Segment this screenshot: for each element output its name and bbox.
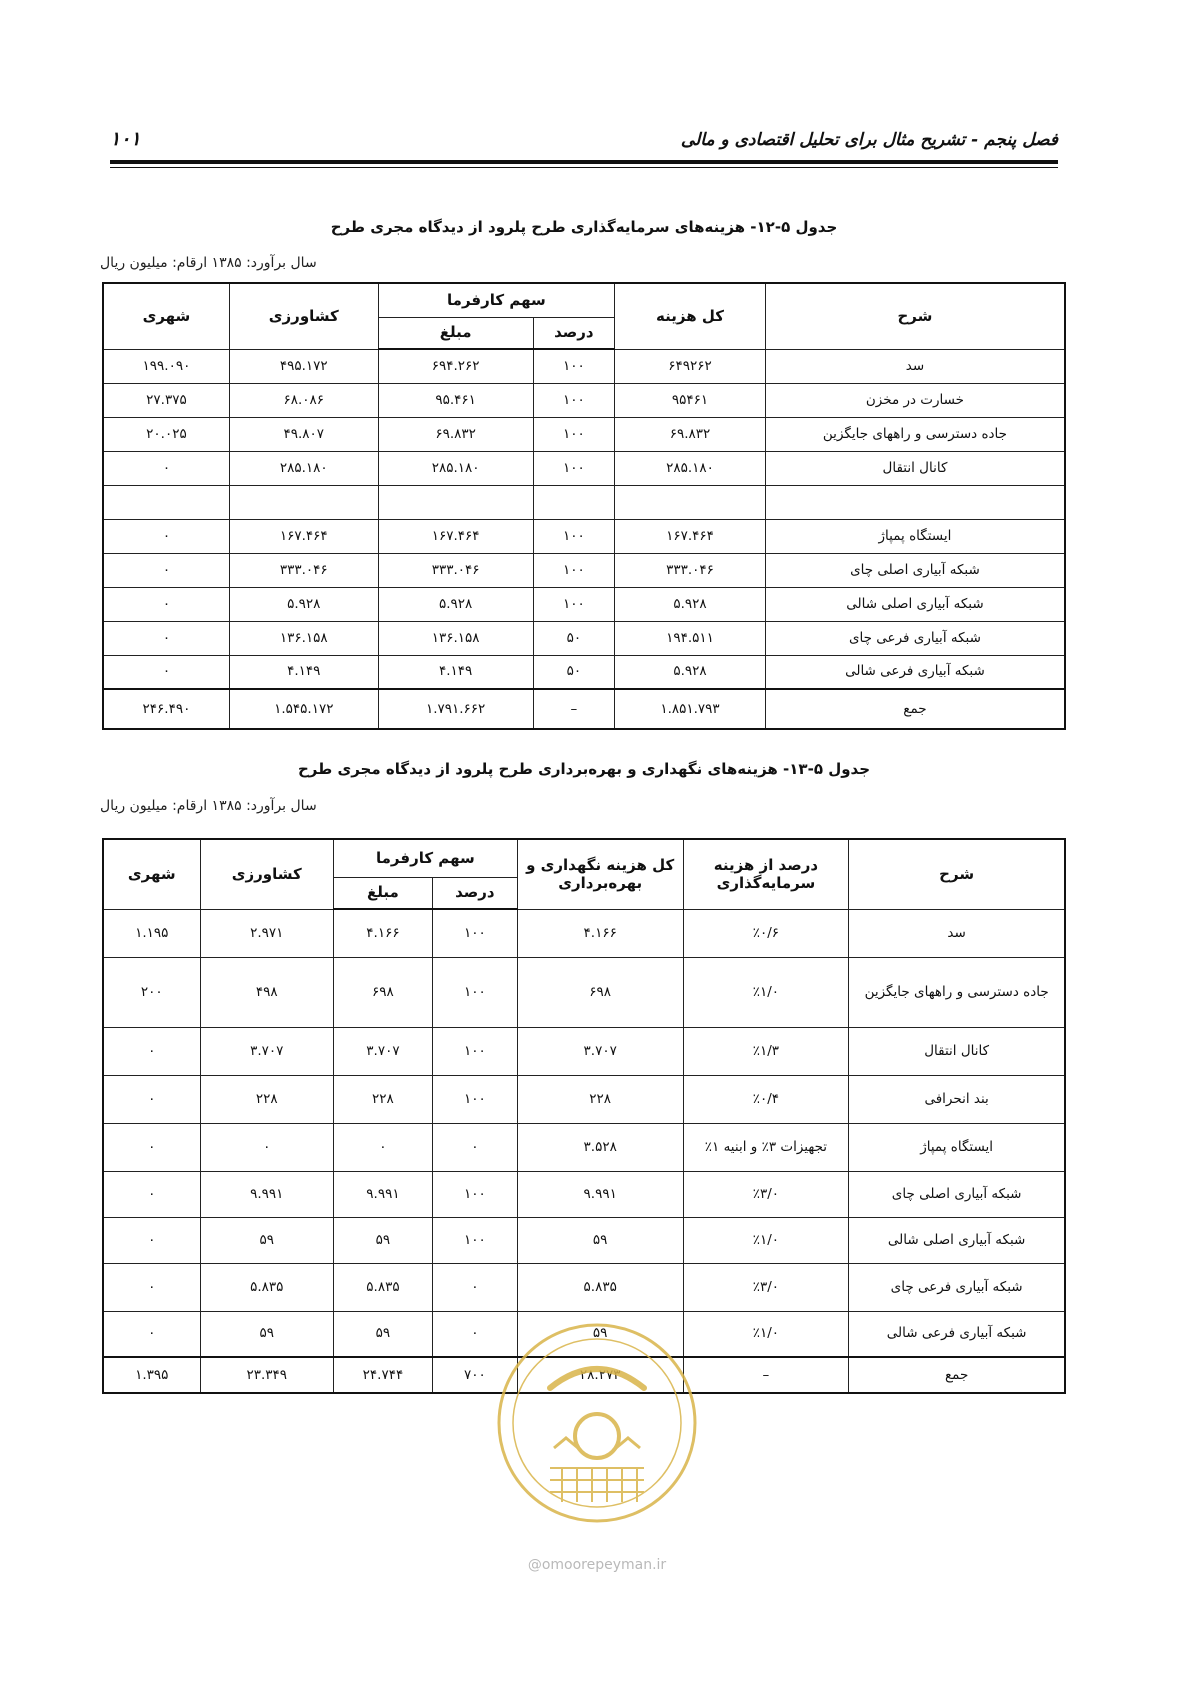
cell-agri: ۵۹: [200, 1217, 333, 1263]
cell-percent: ۱۰۰: [432, 1075, 517, 1123]
col-urban-header: شهری: [103, 839, 200, 909]
cell-desc: بند انحرافی: [849, 1075, 1065, 1123]
col-amount-header: مبلغ: [378, 317, 533, 349]
cell-agri: ۴.۱۴۹: [229, 655, 378, 689]
cell-inv: تجهیزات ۳٪ و ابنیه ۱٪: [683, 1123, 849, 1171]
cell-agri: ۴۹۵.۱۷۲: [229, 349, 378, 383]
cell-desc: [765, 485, 1065, 519]
cell-percent: ۰: [432, 1123, 517, 1171]
cell-urban: ۰: [103, 1075, 200, 1123]
om-total-line2: بهره‌برداری: [558, 874, 643, 893]
table-row: [103, 587, 1065, 621]
col-agriculture-header: کشاورزی: [229, 283, 378, 349]
cell-urban: ۱.۱۹۵: [103, 909, 200, 957]
cell-percent: ۱۰۰: [432, 1171, 517, 1217]
cell-urban: ۲۴۶.۴۹۰: [103, 689, 229, 729]
cell-total: ۳.۵۲۸: [517, 1123, 683, 1171]
cell-desc: کانال انتقال: [765, 451, 1065, 485]
table-row: [103, 349, 1065, 383]
cell-desc: ایستگاه پمپاژ: [765, 519, 1065, 553]
cell-amount: ۶۹۸: [333, 957, 432, 1027]
col-amount-header: مبلغ: [333, 877, 432, 909]
cell-desc: شبکه آبیاری فرعی شالی: [849, 1311, 1065, 1357]
cell-percent: ۰: [432, 1311, 517, 1357]
table-row: [103, 519, 1065, 553]
cell-inv: ٪۳/۰: [683, 1263, 849, 1311]
cell-urban: [103, 485, 229, 519]
cell-urban: ۰: [103, 1263, 200, 1311]
cell-total: ۲۸.۲۷۳: [517, 1357, 683, 1393]
cell-inv: ٪۱/۳: [683, 1027, 849, 1075]
cell-desc: شبکه آبیاری اصلی شالی: [765, 587, 1065, 621]
page-number: ۱۰۱: [110, 128, 141, 150]
table1-units: سال برآورد: ۱۳۸۵ ارقام: میلیون ریال: [100, 255, 317, 271]
col-urban-header: شهری: [103, 283, 229, 349]
cell-urban: ۰: [103, 1123, 200, 1171]
cell-agri: ۱۳۶.۱۵۸: [229, 621, 378, 655]
cell-desc: شبکه آبیاری اصلی چای: [849, 1171, 1065, 1217]
cell-total: ۲۸۵.۱۸۰: [615, 451, 766, 485]
cell-percent: ۱۰۰: [533, 417, 615, 451]
cell-agri: ۴۹۸: [200, 957, 333, 1027]
cell-amount: ۱.۷۹۱.۶۶۲: [378, 689, 533, 729]
cell-amount: ۱۳۶.۱۵۸: [378, 621, 533, 655]
watermark-url: @omoorepeyman.ir: [527, 1557, 667, 1573]
cell-urban: ۲۰۰: [103, 957, 200, 1027]
col-employer-share-header: سهم کارفرما: [333, 839, 517, 877]
col-percent-header: درصد: [432, 877, 517, 909]
cell-percent: ۱۰۰: [432, 1027, 517, 1075]
cell-percent: ۰: [432, 1263, 517, 1311]
cell-agri: ۹.۹۹۱: [200, 1171, 333, 1217]
cell-total: ۹۵۴۶۱: [615, 383, 766, 417]
cell-total: ۹.۹۹۱: [517, 1171, 683, 1217]
table-row: [103, 655, 1065, 689]
cell-percent: ۱۰۰: [533, 349, 615, 383]
cell-desc: شبکه آبیاری فرعی شالی: [765, 655, 1065, 689]
table-row: [103, 553, 1065, 587]
cell-agri: [229, 485, 378, 519]
cell-agri: ۱.۵۴۵.۱۷۲: [229, 689, 378, 729]
cell-amount: ۹۵.۴۶۱: [378, 383, 533, 417]
table-row: [103, 383, 1065, 417]
cell-desc: سد: [765, 349, 1065, 383]
cell-percent: ۱۰۰: [533, 587, 615, 621]
cell-total: ۵۹: [517, 1217, 683, 1263]
cell-urban: ۰: [103, 655, 229, 689]
cell-urban: ۰: [103, 587, 229, 621]
cell-agri: ۲۲۸: [200, 1075, 333, 1123]
cell-agri: ۵.۸۳۵: [200, 1263, 333, 1311]
sum-row: [103, 689, 1065, 729]
cell-percent: ۱۰۰: [533, 383, 615, 417]
col-invest-percent-header: [683, 839, 849, 909]
cell-amount: ۵۹: [333, 1217, 432, 1263]
om-total-line1: کل هزینه نگهداری و: [526, 855, 675, 874]
col-agriculture-header: کشاورزی: [200, 839, 333, 909]
cell-amount: [378, 485, 533, 519]
table-row: [103, 1263, 1065, 1311]
cell-urban: ۲۷.۳۷۵: [103, 383, 229, 417]
cell-amount: ۹.۹۹۱: [333, 1171, 432, 1217]
cell-total: ۱۹۴.۵۱۱: [615, 621, 766, 655]
cell-percent: –: [533, 689, 615, 729]
cell-desc: سد: [849, 909, 1065, 957]
cell-amount: ۲۸۵.۱۸۰: [378, 451, 533, 485]
cell-inv: ٪۰/۶: [683, 909, 849, 957]
cell-desc: کانال انتقال: [849, 1027, 1065, 1075]
col-employer-share-header: سهم کارفرما: [378, 283, 614, 317]
investment-costs-table: [102, 282, 1066, 730]
cell-total: ۵.۸۳۵: [517, 1263, 683, 1311]
cell-percent: ۱۰۰: [432, 909, 517, 957]
cell-total: [615, 485, 766, 519]
cell-total: ۲۲۸: [517, 1075, 683, 1123]
table-row: [103, 417, 1065, 451]
cell-amount: ۲۲۸: [333, 1075, 432, 1123]
cell-desc: خسارت در مخزن: [765, 383, 1065, 417]
cell-total: ۴.۱۶۶: [517, 909, 683, 957]
cell-agri: ۵۹: [200, 1311, 333, 1357]
table-row: [103, 451, 1065, 485]
cell-amount: ۴.۱۴۹: [378, 655, 533, 689]
cell-amount: ۶۹.۸۳۲: [378, 417, 533, 451]
cell-amount: ۵.۹۲۸: [378, 587, 533, 621]
invest-percent-line2: سرمایه‌گذاری: [716, 874, 816, 893]
table-row: [103, 1027, 1065, 1075]
cell-amount: ۵۹: [333, 1311, 432, 1357]
cell-amount: ۴.۱۶۶: [333, 909, 432, 957]
cell-total: ۶۹۸: [517, 957, 683, 1027]
cell-urban: ۰: [103, 1311, 200, 1357]
table2-caption: جدول ۵-۱۳- هزینه‌های نگهداری و بهره‌برداری طرح پلرود از دیدگاه مجری طرح: [297, 760, 871, 778]
cell-agri: ۳۳۳.۰۴۶: [229, 553, 378, 587]
cell-total: ۳۳۳.۰۴۶: [615, 553, 766, 587]
cell-inv: –: [683, 1357, 849, 1393]
cell-total: ۳.۷۰۷: [517, 1027, 683, 1075]
cell-urban: ۰: [103, 621, 229, 655]
table1-caption: جدول ۵-۱۲- هزینه‌های سرمایه‌گذاری طرح پلرود از دیدگاه مجری طرح: [330, 218, 838, 236]
cell-desc: شبکه آبیاری فرعی چای: [849, 1263, 1065, 1311]
col-desc-header: شرح: [765, 283, 1065, 349]
table-row: [103, 1217, 1065, 1263]
col-om-total-header: [517, 839, 683, 909]
cell-total: ۶۹.۸۳۲: [615, 417, 766, 451]
cell-desc: شبکه آبیاری اصلی شالی: [849, 1217, 1065, 1263]
cell-desc: ایستگاه پمپاژ: [849, 1123, 1065, 1171]
cell-total: ۱۶۷.۴۶۴: [615, 519, 766, 553]
cell-urban: ۰: [103, 451, 229, 485]
cell-desc: شبکه آبیاری اصلی چای: [765, 553, 1065, 587]
cell-percent: ۱۰۰: [533, 451, 615, 485]
cell-total: ۶۴۹۲۶۲: [615, 349, 766, 383]
cell-percent: ۵۰: [533, 621, 615, 655]
table-row: [103, 957, 1065, 1027]
cell-amount: ۰: [333, 1123, 432, 1171]
cell-total: ۵.۹۲۸: [615, 655, 766, 689]
table-row: [103, 1171, 1065, 1217]
cell-amount: ۳۳۳.۰۴۶: [378, 553, 533, 587]
cell-amount: ۶۹۴.۲۶۲: [378, 349, 533, 383]
table-row: [103, 1075, 1065, 1123]
cell-desc: جمع: [765, 689, 1065, 729]
cell-percent: ۱۰۰: [432, 1217, 517, 1263]
cell-inv: ٪۱/۰: [683, 957, 849, 1027]
cell-urban: ۰: [103, 553, 229, 587]
invest-percent-line1: درصد از هزینه: [713, 855, 819, 874]
page-header: [110, 128, 1058, 158]
cell-inv: ٪۱/۰: [683, 1311, 849, 1357]
col-desc-header: شرح: [849, 839, 1065, 909]
cell-inv: ٪۳/۰: [683, 1171, 849, 1217]
cell-inv: ٪۰/۴: [683, 1075, 849, 1123]
header-rule: [110, 160, 1058, 164]
cell-urban: ۰: [103, 1171, 200, 1217]
cell-total: ۵۹: [517, 1311, 683, 1357]
cell-agri: ۵.۹۲۸: [229, 587, 378, 621]
cell-amount: ۳.۷۰۷: [333, 1027, 432, 1075]
cell-agri: ۲.۹۷۱: [200, 909, 333, 957]
watermark-seal: [492, 1318, 702, 1528]
cell-percent: ۷۰۰: [432, 1357, 517, 1393]
cell-urban: ۰: [103, 519, 229, 553]
cell-amount: ۲۴.۷۴۴: [333, 1357, 432, 1393]
cell-agri: ۴۹.۸۰۷: [229, 417, 378, 451]
cell-agri: ۳.۷۰۷: [200, 1027, 333, 1075]
cell-amount: ۵.۸۳۵: [333, 1263, 432, 1311]
chapter-title: فصل پنجم - تشریح مثال برای تحلیل اقتصادی و مالی: [680, 130, 1058, 150]
header-rule-thin: [110, 167, 1058, 168]
cell-amount: ۱۶۷.۴۶۴: [378, 519, 533, 553]
cell-urban: ۲۰.۰۲۵: [103, 417, 229, 451]
cell-agri: ۲۸۵.۱۸۰: [229, 451, 378, 485]
cell-desc: جاده دسترسی و راههای جایگزین: [849, 957, 1065, 1027]
cell-percent: ۱۰۰: [533, 519, 615, 553]
cell-desc: شبکه آبیاری فرعی چای: [765, 621, 1065, 655]
cell-inv: ٪۱/۰: [683, 1217, 849, 1263]
cell-agri: ۲۳.۳۴۹: [200, 1357, 333, 1393]
cell-agri: ۰: [200, 1123, 333, 1171]
om-costs-table: [102, 838, 1066, 1394]
table-row: [103, 1123, 1065, 1171]
table-row: [103, 621, 1065, 655]
col-total-header: کل هزینه: [615, 283, 766, 349]
cell-percent: ۱۰۰: [533, 553, 615, 587]
col-percent-header: درصد: [533, 317, 615, 349]
cell-percent: ۵۰: [533, 655, 615, 689]
cell-percent: [533, 485, 615, 519]
cell-total: ۱.۸۵۱.۷۹۳: [615, 689, 766, 729]
cell-urban: ۱۹۹.۰۹۰: [103, 349, 229, 383]
cell-percent: ۱۰۰: [432, 957, 517, 1027]
cell-urban: ۰: [103, 1217, 200, 1263]
table2-units: سال برآورد: ۱۳۸۵ ارقام: میلیون ریال: [100, 798, 317, 814]
cell-urban: ۱.۳۹۵: [103, 1357, 200, 1393]
cell-desc: جاده دسترسی و راههای جایگزین: [765, 417, 1065, 451]
table-row: [103, 909, 1065, 957]
cell-agri: ۱۶۷.۴۶۴: [229, 519, 378, 553]
table-row: [103, 485, 1065, 519]
cell-desc: جمع: [849, 1357, 1065, 1393]
cell-total: ۵.۹۲۸: [615, 587, 766, 621]
cell-agri: ۶۸.۰۸۶: [229, 383, 378, 417]
cell-urban: ۰: [103, 1027, 200, 1075]
